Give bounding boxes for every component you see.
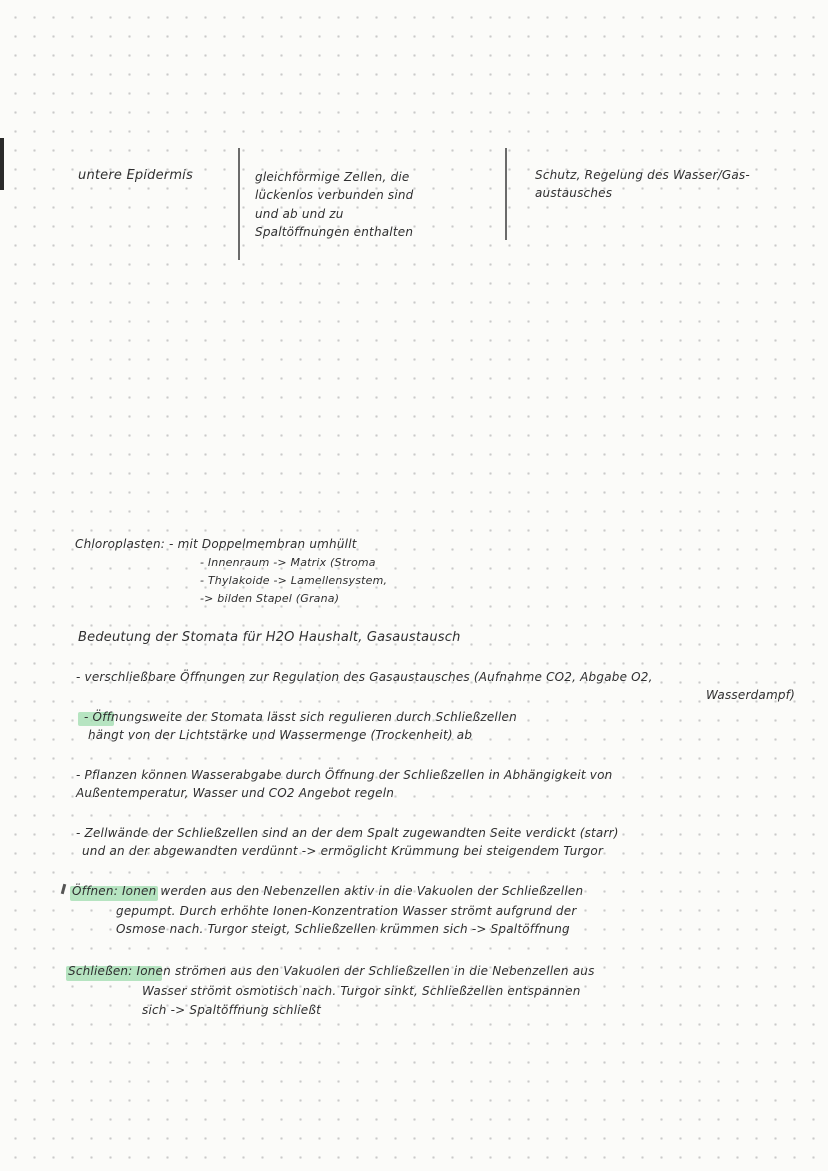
table-function-line: austausches [535,186,613,200]
note-line: Öffnen: Ionen werden aus den Nebenzellen aktiv in die Vakuolen der Schließzellen [72,884,584,898]
note-line: - verschließbare Öffnungen zur Regulation des Gasaustausches (Aufnahme CO2, Abgabe O2, [76,670,653,684]
table-label: untere Epidermis [78,168,193,183]
chloroplast-line: - Thylakoide -> Lamellensystem, [200,574,388,587]
note-line: Schließen: Ionen strömen aus den Vakuolen der Schließzellen in die Nebenzellen aus [68,964,595,978]
table-description-line: Spaltöffnungen enthalten [255,225,414,239]
chloroplast-line: - Innenraum -> Matrix (Stroma [200,556,376,569]
note-line: Osmose nach. Turgor steigt, Schließzellen krümmen sich -> Spaltöffnung [116,922,570,936]
note-line: - Zellwände der Schließzellen sind an der dem Spalt zugewandten Seite verdickt (starr) [76,826,619,840]
note-line: hängt von der Lichtstärke und Wassermenge (Trockenheit) ab [88,728,473,742]
note-line: - Pflanzen können Wasserabgabe durch Öffnung der Schließzellen in Abhängigkeit von [76,768,613,782]
table-description-line: gleichförmige Zellen, die [255,170,410,184]
table-function-line: Schutz, Regelung des Wasser/Gas- [535,168,750,182]
note-line: Außentemperatur, Wasser und CO2 Angebot regeln [76,786,395,800]
chloroplast-line: -> bilden Stapel (Grana) [200,592,340,605]
note-line: Wasserdampf) [706,688,795,702]
page-edge-mark [0,138,4,190]
table-description-line: lückenlos verbunden sind [255,188,414,202]
table-divider-right [505,148,507,240]
section-heading: Bedeutung der Stomata für H2O Haushalt, Gasaustausch [78,630,461,645]
margin-tick [61,884,66,894]
note-line: und an der abgewandten verdünnt -> ermöglicht Krümmung bei steigendem Turgor [82,844,604,858]
note-line: sich -> Spaltöffnung schließt [142,1003,322,1017]
chloroplast-line: Chloroplasten: - mit Doppelmembran umhüllt [75,537,357,551]
table-divider-left [238,148,240,260]
note-line: - Öffnungsweite der Stomata lässt sich regulieren durch Schließzellen [84,710,517,724]
note-line: Wasser strömt osmotisch nach. Turgor sinkt, Schließzellen entspannen [142,984,581,998]
note-line: gepumpt. Durch erhöhte Ionen-Konzentration Wasser strömt aufgrund der [116,904,577,918]
table-description-line: und ab und zu [255,207,344,221]
